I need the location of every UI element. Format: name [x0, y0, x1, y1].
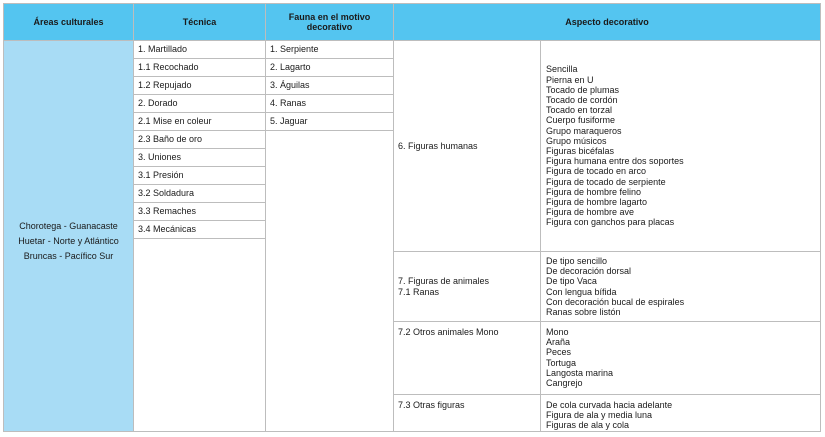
- items-list: [546, 327, 820, 388]
- aspecto-item: Grupo maraqueros: [546, 125, 622, 136]
- fauna-item: 3. Águilas: [266, 77, 393, 95]
- aspecto-items: [541, 41, 820, 251]
- tecnica-item: 1.2 Repujado: [134, 77, 265, 95]
- items-list: [546, 256, 684, 317]
- aspecto-item: Figura de tocado de serpiente: [546, 176, 666, 187]
- aspecto-items: [541, 395, 820, 431]
- category-line: 7.1 Ranas: [398, 286, 440, 297]
- aspecto-item: Figura de ala y media luna: [546, 410, 653, 421]
- aspecto-row-figuras-humanas: [394, 41, 820, 252]
- aspecto-item: Figura de tocado en arco: [546, 166, 647, 177]
- aspecto-items: [541, 252, 820, 321]
- aspecto-row-otros-animales: [394, 322, 820, 395]
- aspecto-item: Ranas sobre listón: [546, 306, 621, 317]
- cultural-areas-table: [3, 3, 821, 432]
- tecnica-item: 3.1 Presión: [134, 167, 265, 185]
- aspecto-item: Araña: [546, 337, 571, 348]
- aspecto-item: De cola curvada hacia adelante: [546, 400, 673, 410]
- fauna-item: 5. Jaguar: [266, 113, 393, 131]
- header-areas-label: Áreas culturales: [33, 17, 104, 27]
- area-item: Bruncas - Pacífico Sur: [23, 250, 114, 261]
- aspecto-item: Figura con ganchos para placas: [546, 217, 675, 228]
- fauna-item: 2. Lagarto: [266, 59, 393, 77]
- aspecto-category: [394, 395, 541, 431]
- aspecto-item: Figuras bicéfalas: [546, 146, 615, 156]
- items-list: [546, 64, 684, 227]
- aspecto-item: Figuras de ala y cola: [546, 420, 630, 431]
- aspecto-item: Con lengua bífida: [546, 286, 617, 297]
- category-line: 7. Figuras de animales: [398, 276, 490, 287]
- aspecto-column: [394, 41, 820, 431]
- tecnica-item: 3.4 Mecánicas: [134, 221, 265, 239]
- aspecto-item: De tipo sencillo: [546, 255, 608, 266]
- items-list: [546, 400, 820, 431]
- aspecto-item: Sencilla: [546, 64, 578, 75]
- aspecto-item: Figura de hombre lagarto: [546, 197, 648, 208]
- tecnica-item: 2.3 Baño de oro: [134, 131, 265, 149]
- tecnica-item: 2. Dorado: [134, 95, 265, 113]
- aspecto-item: Langosta marina: [546, 367, 614, 378]
- aspecto-category: [394, 252, 541, 321]
- aspecto-item: Con decoración bucal de espirales: [546, 296, 685, 307]
- header-aspecto: [394, 4, 820, 41]
- aspecto-item: Figura humana entre dos soportes: [546, 156, 684, 167]
- aspecto-items: [541, 322, 820, 394]
- tecnica-item: 2.1 Mise en coleur: [134, 113, 265, 131]
- tecnica-item: 3.2 Soldadura: [134, 185, 265, 203]
- aspecto-category: [394, 322, 541, 394]
- header-tecnica: [134, 4, 266, 41]
- aspecto-item: Grupo músicos: [546, 135, 607, 146]
- tecnica-item: 1.1 Recochado: [134, 59, 265, 77]
- tecnica-column: [134, 41, 266, 431]
- header-fauna-label: Fauna en el motivo decorativo: [288, 12, 371, 32]
- fauna-item: 1. Serpiente: [266, 41, 393, 59]
- aspecto-item: Cangrejo: [546, 378, 583, 389]
- aspecto-item: Tocado de cordón: [546, 94, 618, 105]
- aspecto-item: Tocado en torzal: [546, 105, 613, 116]
- category-text: 7.3 Otras figuras: [398, 400, 465, 410]
- aspecto-item: Pierna en U: [546, 74, 594, 85]
- category-text: 7.2 Otros animales Mono: [398, 327, 499, 337]
- tecnica-item: 1. Martillado: [134, 41, 265, 59]
- aspecto-item: Tocado de plumas: [546, 84, 620, 95]
- aspecto-item: Tortuga: [546, 357, 577, 368]
- fauna-item: 4. Ranas: [266, 95, 393, 113]
- aspecto-row-figuras-animales: [394, 252, 820, 322]
- aspecto-item: De decoración dorsal: [546, 266, 632, 277]
- header-tecnica-label: Técnica: [182, 17, 217, 27]
- aspecto-item: Mono: [546, 327, 569, 337]
- aspecto-item: Figura de hombre felino: [546, 186, 642, 197]
- area-item: Huetar - Norte y Atlántico: [18, 235, 119, 246]
- header-fauna: [266, 4, 394, 41]
- tecnica-item: 3.3 Remaches: [134, 203, 265, 221]
- areas-column: [4, 41, 134, 431]
- aspecto-category: [394, 41, 541, 251]
- category-text: 6. Figuras humanas: [398, 140, 478, 151]
- category-text: [398, 276, 489, 296]
- fauna-column: [266, 41, 394, 431]
- aspecto-item: Cuerpo fusiforme: [546, 115, 616, 126]
- aspecto-item: Peces: [546, 347, 572, 358]
- aspecto-item: Figura de hombre ave: [546, 207, 635, 218]
- area-item: Chorotega - Guanacaste: [19, 220, 118, 231]
- aspecto-item: De tipo Vaca: [546, 276, 597, 287]
- aspecto-row-otras-figuras: [394, 395, 820, 431]
- tecnica-item: 3. Uniones: [134, 149, 265, 167]
- header-areas: [4, 4, 134, 41]
- header-aspecto-label: Aspecto decorativo: [565, 17, 649, 27]
